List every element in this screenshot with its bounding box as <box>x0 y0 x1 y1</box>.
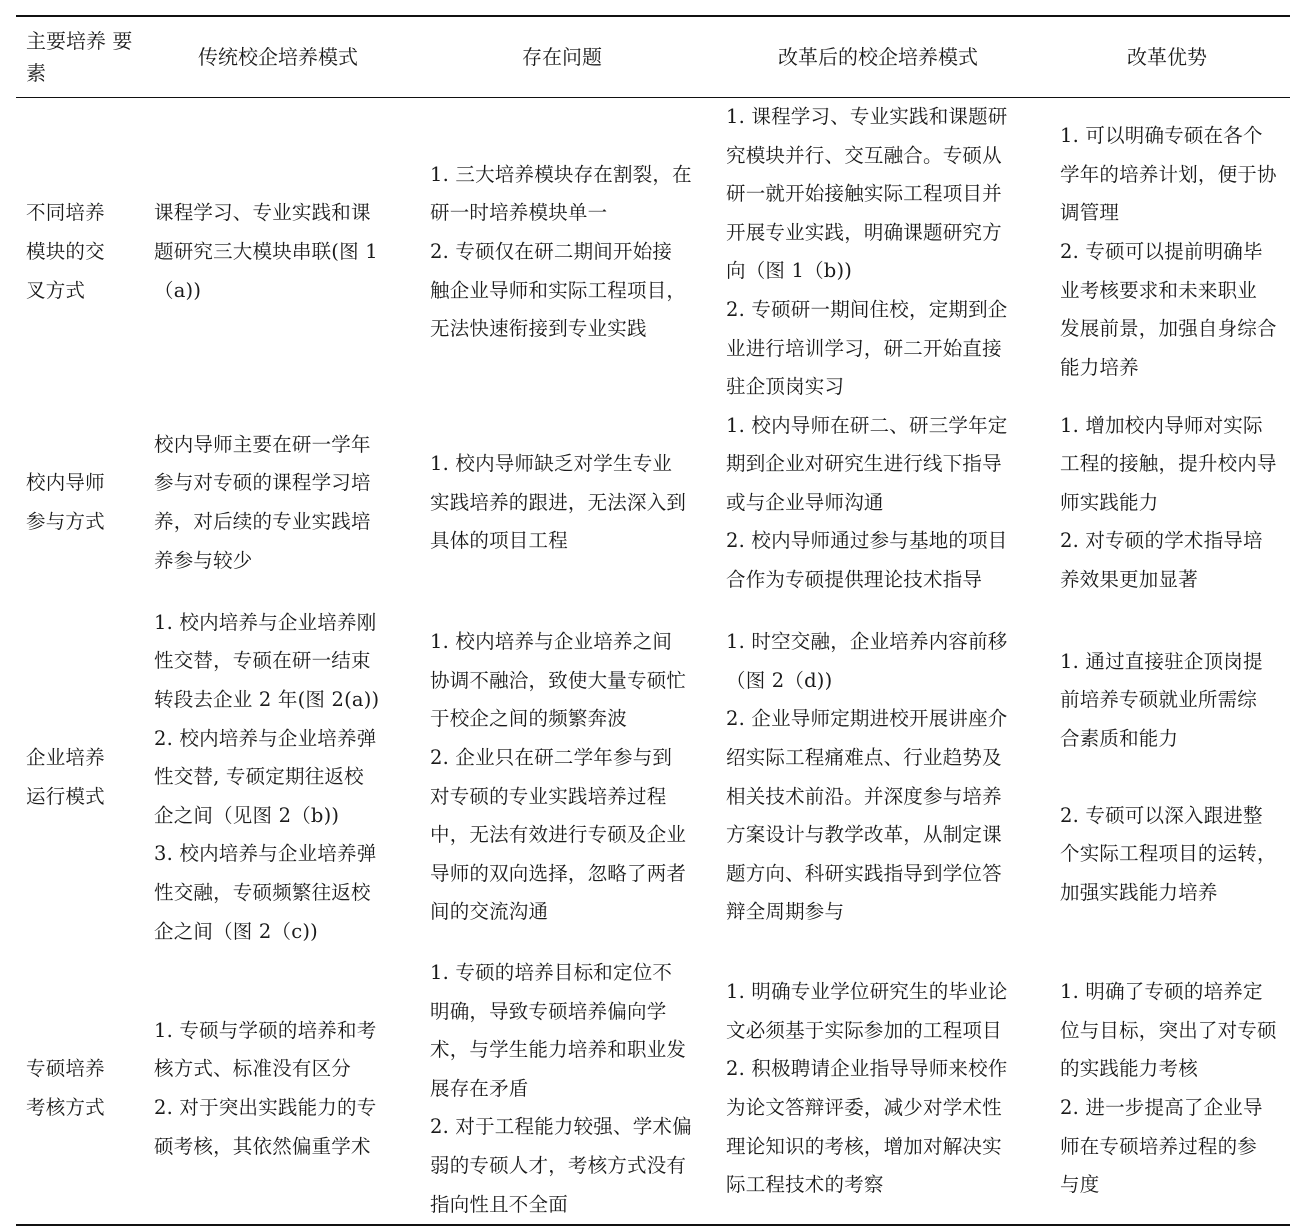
cell-factor <box>16 739 144 816</box>
cell-line: 于校企之间的频繁奔波 <box>430 707 628 731</box>
cell-traditional <box>144 194 412 310</box>
cell-line: 题方向、科研实践指导到学位答 <box>726 861 1002 885</box>
cell-factor <box>16 464 144 541</box>
cell-line: 1. 增加校内导师对实际 <box>1060 413 1263 437</box>
cell-line: 1. 通过直接驻企顶岗提 <box>1060 649 1263 673</box>
cell-reformed <box>712 973 1044 1205</box>
cell-line: 2. 专硕可以提前明确毕 <box>1060 240 1263 264</box>
cell-line: 校内导师主要在研一学年 <box>154 432 371 456</box>
cell-line: 或与企业导师沟通 <box>726 490 884 514</box>
cell-line: 核方式、标准没有区分 <box>154 1057 352 1081</box>
header-factor-line-1: 主要培养 <box>26 29 106 53</box>
cell-line: 养效果更加显著 <box>1060 567 1198 591</box>
cell-reformed <box>712 407 1044 600</box>
header-problems: 存在问题 <box>522 45 602 69</box>
cell-line: 硕考核，其依然偏重学术 <box>154 1134 371 1158</box>
cell-line: 企之间（图 2（c)) <box>154 919 318 943</box>
cell-line: 与度 <box>1060 1173 1100 1197</box>
cell-line: 的实践能力考核 <box>1060 1057 1198 1081</box>
cell-advantages <box>1044 643 1290 913</box>
cell-line: 弱的专硕人才，考核方式没有 <box>430 1153 687 1177</box>
cell-line: 绍实际工程痛难点、行业趋势及 <box>726 745 1002 769</box>
cell-line: 不同培养 <box>26 201 105 225</box>
cell-line: 课程学习、专业实践和课 <box>154 201 371 225</box>
cell-line: 协调不融洽，致使大量专硕忙 <box>430 668 687 692</box>
cell-line: 相关技术前沿。并深度参与培养 <box>726 784 1002 808</box>
cell-line: 位与目标，突出了对专硕 <box>1060 1018 1277 1042</box>
cell-line: 1. 课程学习、专业实践和课题研 <box>726 105 1008 128</box>
table-header <box>16 17 1290 98</box>
cell-line: 间的交流沟通 <box>430 900 549 924</box>
cell-line: 1. 专硕与学硕的培养和考 <box>154 1018 377 1042</box>
cell-line: 能力培养 <box>1060 355 1139 379</box>
cell-line: 2. 企业导师定期进校开展讲座介 <box>726 707 1008 731</box>
cell-line: 2. 校内导师通过参与基地的项目 <box>726 529 1008 553</box>
cell-line: 1. 校内导师在研二、研三学年定 <box>726 413 1008 437</box>
cell-line: 模块的交 <box>26 240 105 264</box>
cell-advantages <box>1044 407 1290 600</box>
table-body <box>16 98 1290 1224</box>
cell-problems <box>412 445 712 561</box>
cell-line: 个实际工程项目的运转， <box>1060 842 1277 866</box>
table-row <box>16 954 1290 1224</box>
cell-line: 工程的接触，提升校内导 <box>1060 452 1277 476</box>
cell-line: 养参与较少 <box>154 548 253 572</box>
cell-line: 2. 对专硕的学术指导培 <box>1060 529 1263 553</box>
cell-traditional <box>144 1012 412 1166</box>
cell-line: 学年的培养计划，便于协 <box>1060 162 1277 186</box>
cell-advantages <box>1044 117 1290 387</box>
cell-line: 无法快速衔接到专业实践 <box>430 317 647 341</box>
cell-line: 触企业导师和实际工程项目， <box>430 278 687 302</box>
cell-line: 指向性且不全面 <box>430 1192 568 1216</box>
cell-line: 方案设计与教学改革，从制定课 <box>726 823 1002 847</box>
header-traditional: 传统校企培养模式 <box>198 45 358 69</box>
header-factor <box>16 25 144 89</box>
cell-line: 期到企业对研究生进行线下指导 <box>726 452 1002 476</box>
cell-line: 校内导师 <box>26 471 105 495</box>
cell-line: 合素质和能力 <box>1060 726 1179 750</box>
cell-line: 为论文答辩评委，减少对学术性 <box>726 1096 1002 1120</box>
cell-traditional <box>144 604 412 951</box>
cell-line: 具体的项目工程 <box>430 529 568 553</box>
cell-problems <box>412 954 712 1224</box>
cell-line: 文必须基于实际参加的工程项目 <box>726 1018 1002 1042</box>
cell-line: 1. 校内导师缺乏对学生专业 <box>430 452 673 476</box>
cell-line: 向（图 1（b)) <box>726 259 853 283</box>
header-factor-line-2: 要素 <box>26 29 133 85</box>
table-row <box>16 405 1290 601</box>
comparison-table <box>16 15 1290 1226</box>
cell-line: 2. 专硕仅在研二期间开始接 <box>430 240 673 264</box>
header-reformed: 改革后的校企培养模式 <box>778 45 978 69</box>
cell-line: 调管理 <box>1060 201 1120 225</box>
cell-line: 术，与学生能力培养和职业发 <box>430 1038 687 1062</box>
cell-line: 2. 进一步提高了企业导 <box>1060 1096 1263 1120</box>
cell-line: 中，无法有效进行专硕及企业 <box>430 823 687 847</box>
cell-reformed <box>712 623 1044 932</box>
cell-line: （a)) <box>154 278 202 302</box>
cell-line: 1. 时空交融，企业培养内容前移 <box>726 630 1008 654</box>
cell-line: 1. 明确了专硕的培养定 <box>1060 980 1263 1004</box>
cell-traditional <box>144 426 412 580</box>
cell-line: 业考核要求和未来职业 <box>1060 278 1258 302</box>
cell-factor <box>16 1050 144 1127</box>
cell-line: 1. 校内培养与企业培养之间 <box>430 630 673 654</box>
cell-line: 2. 专硕可以深入跟进整 <box>1060 803 1263 827</box>
cell-line: 研一就开始接触实际工程项目并 <box>726 182 1002 206</box>
cell-line: 2. 专硕研一期间住校，定期到企 <box>726 297 1008 321</box>
cell-line <box>1060 759 1290 797</box>
cell-factor <box>16 194 144 310</box>
cell-line: 3. 校内培养与企业培养弹 <box>154 842 377 866</box>
cell-line: 前培养专硕就业所需综 <box>1060 688 1258 712</box>
cell-line: 理论知识的考核，增加对解决实 <box>726 1134 1002 1158</box>
cell-line: 参与方式 <box>26 510 105 533</box>
cell-line: 1. 专硕的培养目标和定位不 <box>430 961 673 984</box>
cell-line: 合作为专硕提供理论技术指导 <box>726 567 983 591</box>
cell-problems <box>412 623 712 932</box>
cell-advantages <box>1044 973 1290 1205</box>
cell-line: 研一时培养模块单一 <box>430 201 608 225</box>
cell-line: 加强实践能力培养 <box>1060 880 1218 904</box>
cell-line: 1. 明确专业学位研究生的毕业论 <box>726 980 1008 1004</box>
cell-line: 2. 对于突出实践能力的专 <box>154 1096 377 1120</box>
cell-line: 辩全周期参与 <box>726 900 845 924</box>
cell-line: 开展专业实践，明确课题研究方 <box>726 220 1002 244</box>
cell-line: 业进行培训学习，研二开始直接 <box>726 336 1002 360</box>
cell-line: （图 2（d)) <box>726 668 833 692</box>
cell-line: 2. 企业只在研二学年参与到 <box>430 745 673 769</box>
cell-line: 题研究三大模块串联(图 1 <box>154 240 378 264</box>
cell-line: 师在专硕培养过程的参 <box>1060 1134 1258 1158</box>
cell-line: 究模块并行、交互融合。专硕从 <box>726 143 1002 167</box>
table-row <box>16 98 1290 405</box>
cell-line: 性交融，专硕频繁往返校 <box>154 880 371 904</box>
cell-line: 1. 三大培养模块存在割裂，在 <box>430 162 692 186</box>
table-row <box>16 601 1290 954</box>
cell-line: 2. 校内培养与企业培养弹 <box>154 726 377 750</box>
cell-line: 展存在矛盾 <box>430 1076 529 1100</box>
cell-problems <box>412 156 712 349</box>
cell-line: 导师的双向选择，忽略了两者 <box>430 861 687 885</box>
header-advantages: 改革优势 <box>1127 45 1207 69</box>
cell-line: 师实践能力 <box>1060 490 1159 514</box>
cell-line: 驻企顶岗实习 <box>726 375 845 399</box>
cell-line: 运行模式 <box>26 784 105 808</box>
cell-line: 转段去企业 2 年(图 2(a)) <box>154 688 380 712</box>
cell-line: 明确，导致专硕培养偏向学 <box>430 999 667 1023</box>
cell-line: 发展前景，加强自身综合 <box>1060 317 1277 341</box>
cell-line: 叉方式 <box>26 278 86 302</box>
cell-line: 企业培养 <box>26 745 105 769</box>
cell-line: 对专硕的专业实践培养过程 <box>430 784 667 808</box>
cell-line: 际工程技术的考察 <box>726 1173 884 1197</box>
cell-line: 2. 积极聘请企业指导导师来校作 <box>726 1057 1008 1081</box>
cell-line: 1. 校内培养与企业培养刚 <box>154 610 377 634</box>
cell-line: 实践培养的跟进，无法深入到 <box>430 490 687 514</box>
cell-line: 参与对专硕的课程学习培 <box>154 471 371 495</box>
cell-line: 性交替，专硕在研一结束 <box>154 649 371 673</box>
cell-line: 企之间（见图 2（b)) <box>154 803 340 827</box>
cell-line: 2. 对于工程能力较强、学术偏 <box>430 1115 692 1139</box>
cell-reformed <box>712 98 1044 407</box>
cell-line: 养，对后续的专业实践培 <box>154 510 371 533</box>
cell-line: 性交替, 专硕定期往返校 <box>154 765 364 789</box>
cell-line: 专硕培养 <box>26 1057 105 1081</box>
cell-line: 1. 可以明确专硕在各个 <box>1060 124 1263 148</box>
cell-line: 考核方式 <box>26 1096 105 1120</box>
